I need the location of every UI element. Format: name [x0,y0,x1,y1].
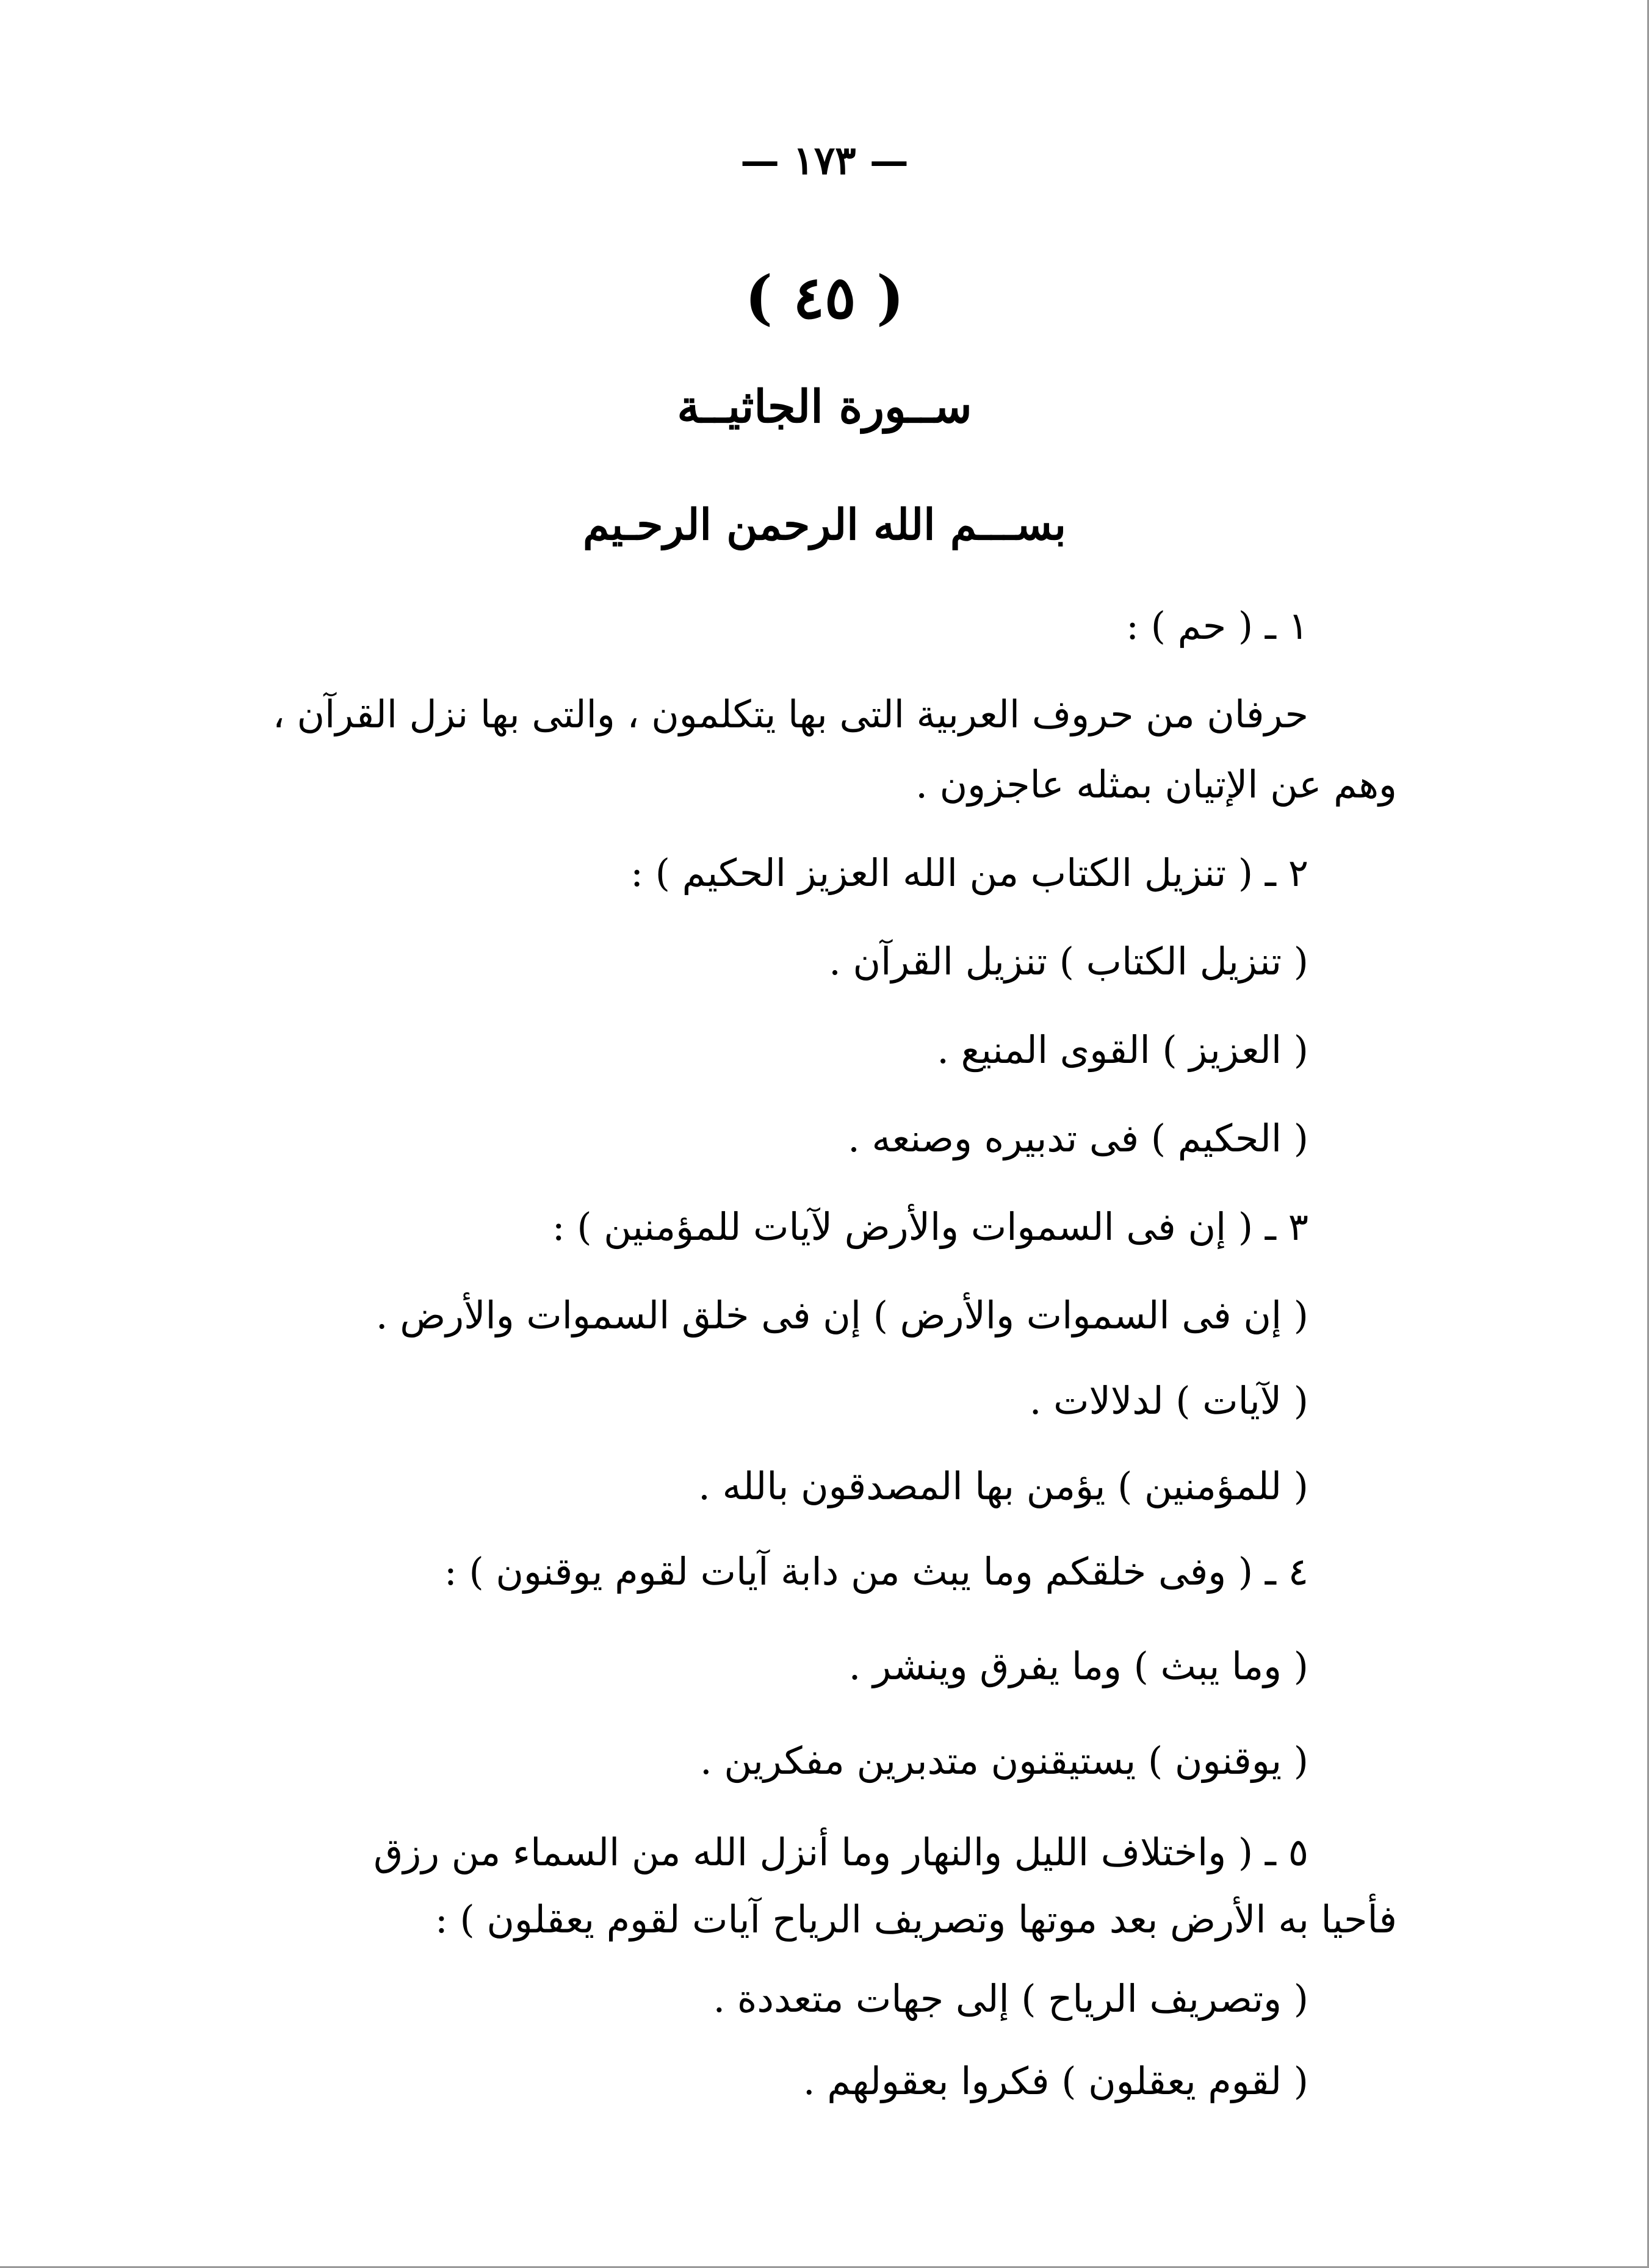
verse-3-heading: ٣ ـ ( إن فى السموات والأرض لآيات للمؤمنين ) : [552,1204,1308,1249]
verse-5-heading: ٥ ـ ( واختلاف الليل والنهار وما أنزل الله من السماء من رزق [373,1830,1308,1874]
gloss-line: ( لقوم يعقلون ) فكروا بعقولهم . [803,2059,1308,2103]
gloss-line: ( الحكيم ) فى تدبيره وصنعه . [848,1116,1308,1161]
verse-5-continuation: فأحيا به الأرض بعد موتها وتصريف الرياح آيات لقوم يعقلون ) : [435,1897,1397,1942]
gloss-line: ( العزيز ) القوى المنيع . [937,1028,1308,1072]
text-line: وهم عن الإتيان بمثله عاجزون . [915,762,1397,807]
gloss-line: ( للمؤمنين ) يؤمن بها المصدقون بالله . [698,1464,1308,1508]
verse-1-heading: ١ ـ ( حم ) : [1126,603,1308,648]
gloss-line: ( وتصريف الرياح ) إلى جهات متعددة . [713,1976,1308,2021]
surah-title: ســورة الجاثيــة [677,381,972,433]
gloss-line: ( تنزيل الكتاب ) تنزيل القرآن . [829,939,1308,984]
text-line: حرفان من حروف العربية التى بها يتكلمون ، والتى بها نزل القرآن ، [272,692,1308,736]
basmala: بســـم الله الرحمن الرحـيم [583,499,1066,550]
gloss-line: ( إن فى السموات والأرض ) إن فى خلق السموات والأرض . [375,1293,1308,1337]
verse-4-heading: ٤ ـ ( وفى خلقكم وما يبث من دابة آيات لقوم يوقنون ) : [444,1549,1308,1594]
gloss-line: ( وما يبث ) وما يفرق وينشر . [848,1644,1308,1688]
verse-2-heading: ٢ ـ ( تنزيل الكتاب من الله العزيز الحكيم ) : [630,851,1308,895]
gloss-line: ( لآيات ) لدلالات . [1029,1378,1308,1423]
chapter-number: ( ٤٥ ) [745,263,904,332]
gloss-line: ( يوقنون ) يستيقنون متدبرين مفكرين . [700,1738,1308,1783]
page-number: — ١٧٣ — [740,138,909,184]
